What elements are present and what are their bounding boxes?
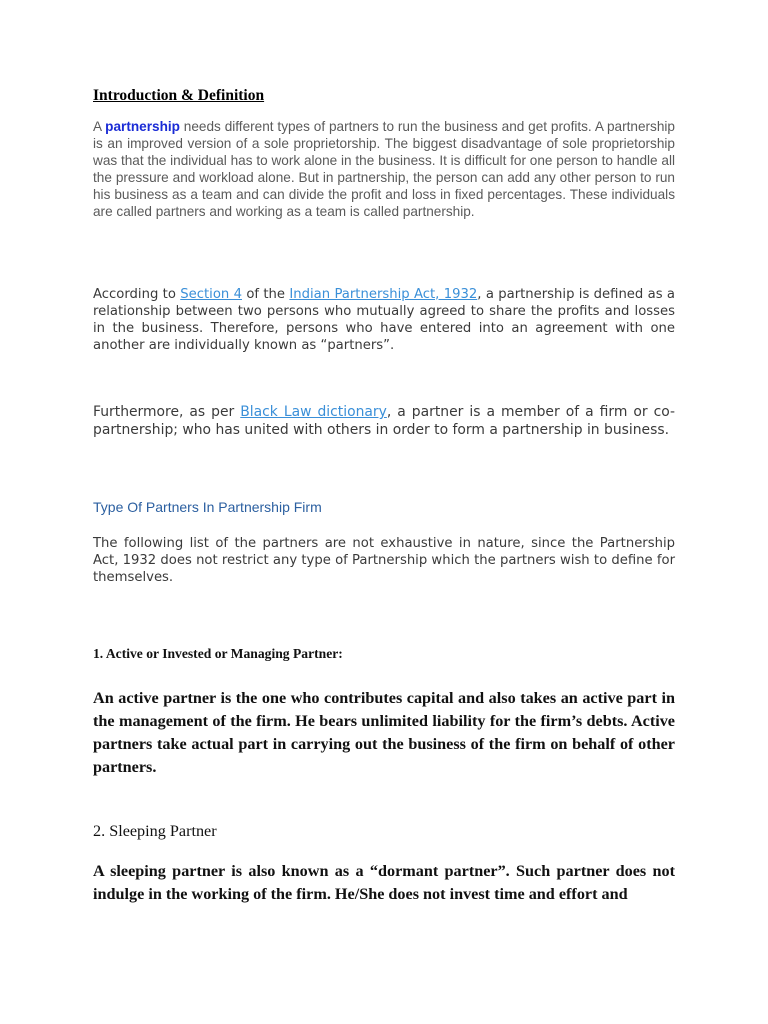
section-heading: Introduction & Definition (93, 87, 265, 104)
intro-text-rest: needs different types of partners to run the business and get profits. A partnership is an improved version of a sole proprietorship. The biggest disadvantage of sole proprietorship was that the individual has to work alone in the business. It is difficult for one person to handle all the pressure and workload alone. But in partnership, the person can add any other person to run his business as a team and can divide the profit and loss in fixed percentages. These individuals are called partners and working as a team is called partnership. (93, 119, 675, 219)
types-intro-paragraph: The following list of the partners are not exhaustive in nature, since the Partnership Act, 1932 does not restrict any type of Partnership which the partners wish to define for themselves. (93, 536, 675, 585)
blacklaw-text-2: , a partner is a member of a firm or co-partnership; who has united with others in order to form a partnership in business. (93, 404, 676, 438)
active-partner-heading: 1. Active or Invested or Managing Partner: (93, 646, 343, 661)
black-law-paragraph (93, 403, 675, 439)
black-law-dictionary-link[interactable]: Black Law dictionary (240, 404, 387, 420)
indian-partnership-act-link[interactable]: Indian Partnership Act, 1932 (289, 287, 478, 302)
sleeping-partner-heading: 2. Sleeping Partner (93, 822, 217, 840)
section4-text-2: of the (241, 287, 290, 302)
section-4-link[interactable]: Section 4 (180, 287, 242, 302)
active-partner-paragraph: An active partner is the one who contributes capital and also takes an active part in the management of the firm. He bears unlimited liability for the firm’s debts. Active partners take actual part in carrying out the business of the firm on behalf of other partners. (93, 689, 675, 776)
intro-paragraph (93, 118, 675, 220)
section4-text-3: , a partnership is defined as a relationship between two persons who mutually agreed to share the profits and losses in the business. Therefore, persons who have entered into an agreement with one another are individually known as “partners”. (93, 287, 676, 353)
section4-text-1: According to (93, 287, 181, 302)
types-heading: Type Of Partners In Partnership Firm (93, 499, 322, 515)
blacklaw-text-1: Furthermore, as per (93, 404, 241, 420)
section4-paragraph (93, 286, 675, 354)
intro-text-start: A (93, 119, 106, 134)
sleeping-partner-paragraph: A sleeping partner is also known as a “dormant partner”. Such partner does not indulge in the working of the firm. He/She does not invest time and effort and (93, 862, 675, 903)
partnership-keyword: partnership (105, 119, 180, 134)
